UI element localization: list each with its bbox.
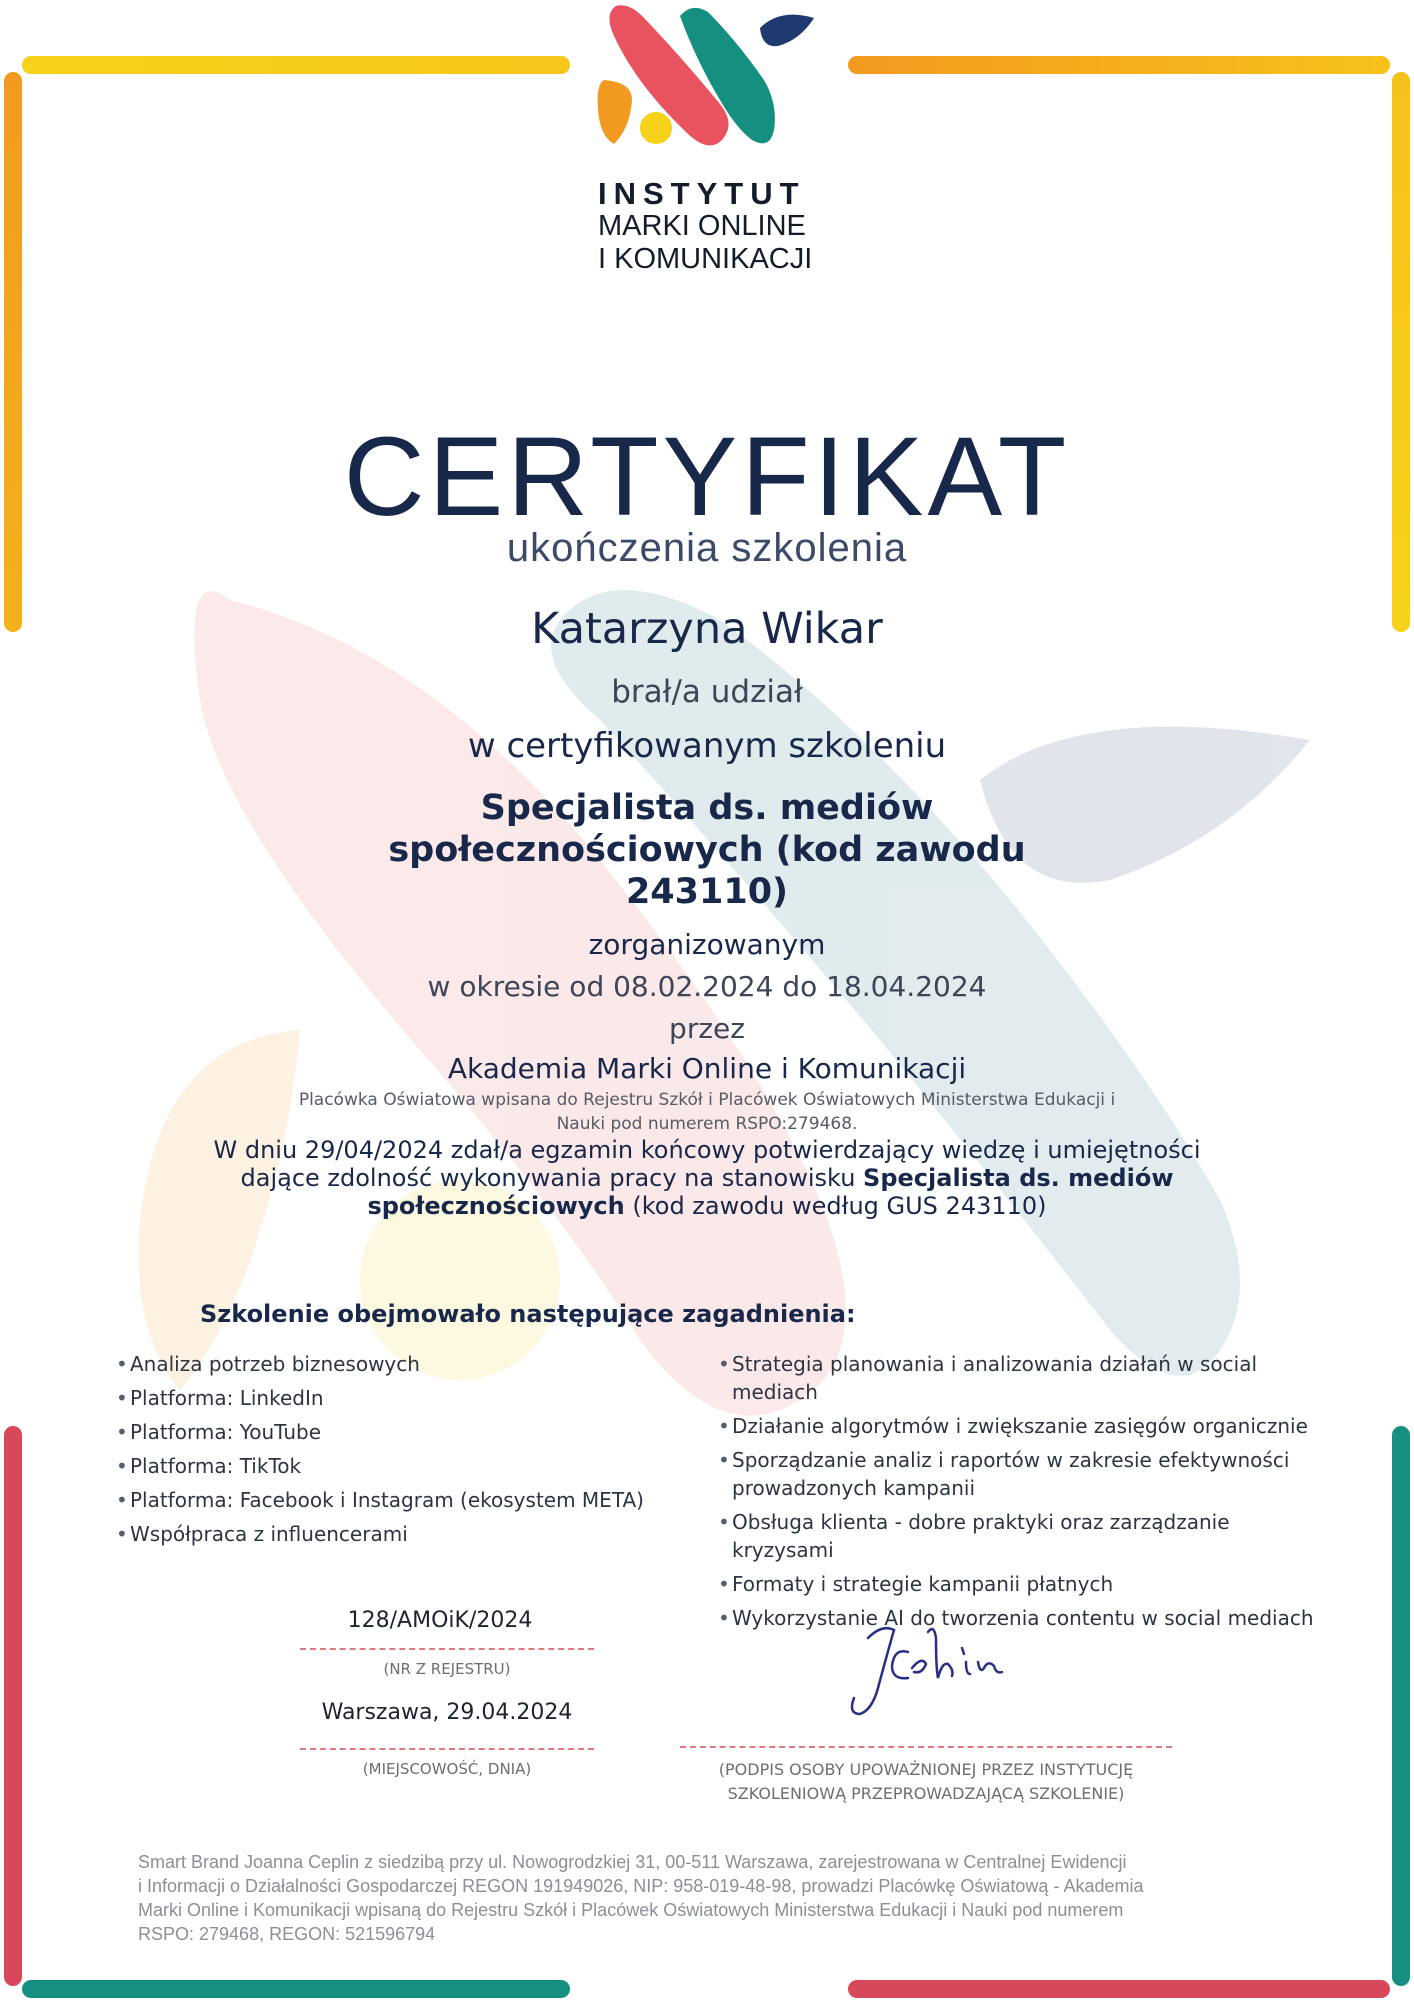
list-item: • Działanie algorytmów i zwiększanie zasięgów organicznie: [718, 1412, 1318, 1440]
exam-statement-suffix: (kod zawodu według GUS 243110): [624, 1192, 1047, 1220]
place-date-line: [300, 1748, 594, 1750]
list-item: • Strategia planowania i analizowania działań w social mediach: [718, 1350, 1318, 1406]
signature-caption-line-2: SZKOLENIOWĄ PRZEPROWADZAJĄCĄ SZKOLENIE): [727, 1784, 1125, 1803]
exam-statement-prefix: dające zdolność wykonywania pracy na stanowisku: [240, 1164, 864, 1192]
logo-line-1: INSTYTUT: [598, 176, 806, 211]
frame-bottom-right: [848, 1980, 1390, 1998]
exam-statement-line-2: [0, 1164, 1414, 1192]
exam-statement-bold-1: Specjalista ds. mediów: [863, 1164, 1174, 1192]
list-item: • Platforma: TikTok: [116, 1452, 676, 1480]
course-title-line-1: Specjalista ds. mediów: [480, 788, 934, 828]
frame-top-right: [848, 56, 1390, 74]
registry-note-line-1: Placówka Oświatowa wpisana do Rejestru Szkół i Placówek Oświatowych Ministerstwa Edukacji i: [298, 1090, 1116, 1110]
institute-logo-mark: [596, 0, 826, 160]
certificate-subtitle: ukończenia szkolenia: [506, 526, 908, 570]
registry-note-line-2: Nauki pod numerem RSPO:279468.: [556, 1114, 858, 1134]
by-text: przez: [669, 1012, 745, 1045]
footer-line-3: Marki Online i Komunikacji wpisaną do Rejestru Szkół i Placówek Oświatowych Ministerstwa Edukacji i Nauki pod numerem: [138, 1900, 1124, 1920]
frame-top-left: [22, 56, 570, 74]
signature-caption-line-1: (PODPIS OSOBY UPOWAŻNIONEJ PRZEZ INSTYTUCJĘ: [718, 1760, 1134, 1779]
list-item: • Współpraca z influencerami: [116, 1520, 676, 1548]
academy-name: Akademia Marki Online i Komunikacji: [447, 1052, 967, 1085]
footer-line-1: Smart Brand Joanna Ceplin z siedzibą przy ul. Nowogrodzkiej 31, 00-511 Warszawa, zarejestrowana w Centralnej Ewidencji: [138, 1852, 1127, 1872]
participant-name: Katarzyna Wikar: [531, 604, 883, 654]
frame-left-bottom: [4, 1426, 22, 1986]
footer-line-2: i Informacji o Działalności Gospodarczej REGON 191949026, NIP: 958-019-48-98, prowadzi Placówkę Oświatową - Akademia: [138, 1876, 1144, 1896]
list-item: • Wykorzystanie AI do tworzenia contentu w social mediach: [718, 1604, 1318, 1632]
course-title-line-2: społecznościowych (kod zawodu: [388, 830, 1026, 870]
exam-statement-bold-2: społecznościowych: [367, 1192, 625, 1220]
place-date: Warszawa, 29.04.2024: [321, 1700, 573, 1725]
logo-line-2: MARKI ONLINE: [598, 210, 806, 242]
footer-line-4: RSPO: 279468, REGON: 521596794: [138, 1924, 436, 1944]
signature-line: [680, 1746, 1172, 1748]
registry-number-caption: (NR Z REJESTRU): [383, 1660, 511, 1678]
list-item: • Obsługa klienta - dobre praktyki oraz zarządzanie kryzysami: [718, 1508, 1318, 1564]
exam-statement-line-1: W dniu 29/04/2024 zdał/a egzamin końcowy potwierdzający wiedzę i umiejętności: [213, 1136, 1201, 1164]
place-date-caption: (MIEJSCOWOŚĆ, DNIA): [362, 1760, 532, 1778]
frame-right-bottom: [1392, 1426, 1410, 1986]
registry-number: 128/AMOiK/2024: [347, 1608, 533, 1633]
signature-image: [838, 1618, 1038, 1738]
registry-number-line: [300, 1648, 594, 1650]
list-item: • Analiza potrzeb biznesowych: [116, 1350, 676, 1378]
topics-right-list: [718, 1350, 1318, 1638]
list-item: • Platforma: Facebook i Instagram (ekosystem META): [116, 1486, 676, 1514]
topics-heading: Szkolenie obejmowało następujące zagadnienia:: [200, 1300, 856, 1328]
logo-line-3: I KOMUNIKACJI: [598, 243, 813, 275]
list-item: • Sporządzanie analiz i raportów w zakresie efektywności prowadzonych kampanii: [718, 1446, 1318, 1502]
list-item: • Formaty i strategie kampanii płatnych: [718, 1570, 1318, 1598]
organized-text: zorganizowanym: [588, 928, 826, 961]
list-item: • Platforma: YouTube: [116, 1418, 676, 1446]
took-part-text: brał/a udział: [611, 674, 803, 710]
training-intro-text: w certyfikowanym szkoleniu: [467, 726, 947, 766]
training-period: w okresie od 08.02.2024 do 18.04.2024: [427, 970, 987, 1003]
exam-statement-line-3: [0, 1192, 1414, 1220]
course-title-line-3: 243110): [625, 872, 789, 912]
topics-left-list: [116, 1350, 676, 1554]
frame-bottom-left: [22, 1980, 570, 1998]
list-item: • Platforma: LinkedIn: [116, 1384, 676, 1412]
certificate-title: CERTYFIKAT: [343, 414, 1071, 539]
